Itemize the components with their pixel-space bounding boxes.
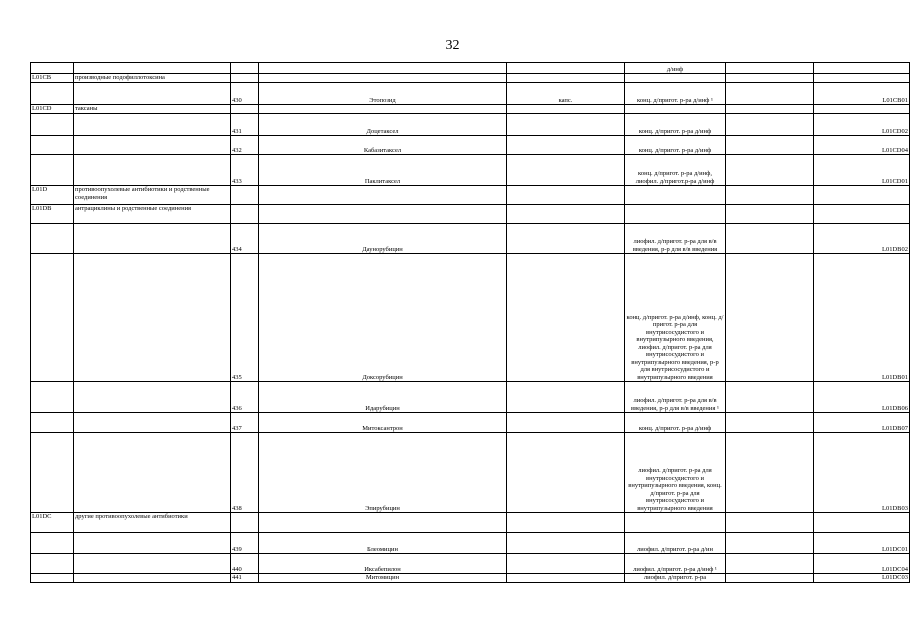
- row-number: [231, 63, 259, 74]
- atc-code: L01DB01: [814, 254, 910, 382]
- dosage-form: лиофил. д/пригот. р-ра: [625, 574, 726, 583]
- atc-group-code: L01DC: [31, 513, 74, 533]
- row-number: 441: [231, 574, 259, 583]
- dosage-form-extra: [507, 105, 625, 114]
- atc-code: L01DC01: [814, 533, 910, 554]
- table-row: [31, 382, 910, 413]
- dosage-form: лиофил. д/пригот. р-ра для в/в введения, р-р для в/в введения: [625, 224, 726, 254]
- dosage-form: лиофил. д/пригот. р-ра д/инф ¹: [625, 554, 726, 574]
- group-row: [31, 513, 910, 533]
- blank-cell: [726, 382, 814, 413]
- atc-code: [814, 63, 910, 74]
- blank-cell: [726, 413, 814, 433]
- row-number: 431: [231, 114, 259, 136]
- drug-name: [259, 105, 507, 114]
- row-number: 430: [231, 83, 259, 105]
- atc-code: L01DC04: [814, 554, 910, 574]
- drug-name: Иксабепилон: [259, 554, 507, 574]
- group-name: [74, 554, 231, 574]
- atc-group-code: [31, 224, 74, 254]
- atc-group-code: [31, 533, 74, 554]
- dosage-form: лиофил. д/пригот. р-ра для внутрисосудистого и внутрипузырного введения, конц. д/пригот. р-ра для внутрисосудистого и внутрипузырного введения: [625, 433, 726, 513]
- table-row: [31, 83, 910, 105]
- row-number: 440: [231, 554, 259, 574]
- dosage-form-extra: [507, 574, 625, 583]
- row-number: [231, 74, 259, 83]
- dosage-form-extra: [507, 513, 625, 533]
- drug-name: Блеомицин: [259, 533, 507, 554]
- dosage-form-extra: [507, 74, 625, 83]
- dosage-form-extra: [507, 413, 625, 433]
- blank-cell: [726, 533, 814, 554]
- dosage-form: конц. д/пригот. р-ра д/инф, конц. д/пригот. р-ра для внутрисосудистого и внутрипузырного введения, лиофил. д/пригот. р-ра для внутрисосудистого и внутрипузырного введения, р-р для внутрисосудистого и внутрипузырного введения: [625, 254, 726, 382]
- table-row: [31, 413, 910, 433]
- blank-cell: [726, 63, 814, 74]
- dosage-form-extra: [507, 254, 625, 382]
- row-number: 433: [231, 155, 259, 186]
- drug-name: Митоксантрон: [259, 413, 507, 433]
- atc-code: L01CD02: [814, 114, 910, 136]
- group-row: [31, 186, 910, 205]
- table-row: [31, 224, 910, 254]
- dosage-form-extra: [507, 224, 625, 254]
- row-number: [231, 105, 259, 114]
- atc-code: L01CD04: [814, 136, 910, 155]
- atc-group-code: [31, 554, 74, 574]
- group-row: [31, 105, 910, 114]
- table-row: [31, 155, 910, 186]
- atc-group-code: [31, 114, 74, 136]
- drug-name: [259, 186, 507, 205]
- row-number: [231, 513, 259, 533]
- drug-name: [259, 205, 507, 224]
- dosage-form: [625, 105, 726, 114]
- drug-name: Доцетаксел: [259, 114, 507, 136]
- group-name: [74, 136, 231, 155]
- atc-group-code: [31, 136, 74, 155]
- blank-cell: [726, 554, 814, 574]
- blank-cell: [726, 433, 814, 513]
- atc-group-code: [31, 155, 74, 186]
- atc-code: L01DB07: [814, 413, 910, 433]
- group-name: таксаны: [74, 105, 231, 114]
- blank-cell: [726, 205, 814, 224]
- row-number: [231, 186, 259, 205]
- row-number: 438: [231, 433, 259, 513]
- atc-group-code: [31, 254, 74, 382]
- atc-code: [814, 105, 910, 114]
- drug-name: Кабазитаксел: [259, 136, 507, 155]
- group-name: производные подофиллотоксина: [74, 74, 231, 83]
- blank-cell: [726, 83, 814, 105]
- dosage-form-extra: [507, 155, 625, 186]
- dosage-form-extra: [507, 136, 625, 155]
- dosage-form-extra: капс.: [507, 83, 625, 105]
- blank-cell: [726, 74, 814, 83]
- group-name: [74, 382, 231, 413]
- atc-group-code: [31, 382, 74, 413]
- blank-cell: [726, 224, 814, 254]
- blank-cell: [726, 513, 814, 533]
- atc-code: L01DB02: [814, 224, 910, 254]
- blank-cell: [726, 254, 814, 382]
- blank-cell: [726, 114, 814, 136]
- group-name: [74, 63, 231, 74]
- drug-name: Паклитаксел: [259, 155, 507, 186]
- group-row: [31, 74, 910, 83]
- row-number: 436: [231, 382, 259, 413]
- dosage-form: конц. д/пригот. р-ра д/инф: [625, 136, 726, 155]
- atc-code: L01DB03: [814, 433, 910, 513]
- drug-name: Идарубицин: [259, 382, 507, 413]
- table-row: [31, 533, 910, 554]
- dosage-form-extra: [507, 63, 625, 74]
- table-row: [31, 114, 910, 136]
- table-row: [31, 254, 910, 382]
- group-name: [74, 254, 231, 382]
- dosage-form-extra: [507, 382, 625, 413]
- blank-cell: [726, 186, 814, 205]
- blank-cell: [726, 105, 814, 114]
- atc-code: [814, 74, 910, 83]
- atc-group-code: [31, 413, 74, 433]
- atc-code: [814, 186, 910, 205]
- dosage-form: лиофил. д/пригот. р-ра для в/в введения, р-р для в/в введения ¹: [625, 382, 726, 413]
- row-number: 437: [231, 413, 259, 433]
- drug-name: Доксорубицин: [259, 254, 507, 382]
- dosage-form-extra: [507, 433, 625, 513]
- atc-code: [814, 513, 910, 533]
- atc-code: L01DC03: [814, 574, 910, 583]
- drug-name: Эпирубицин: [259, 433, 507, 513]
- dosage-form: конц. д/пригот. р-ра д/инф: [625, 114, 726, 136]
- dosage-form-extra: [507, 554, 625, 574]
- group-name: другие противоопухолевые антибиотики: [74, 513, 231, 533]
- dosage-form: лиофил. д/пригот. р-ра д/ин: [625, 533, 726, 554]
- drug-name: Митомицин: [259, 574, 507, 583]
- dosage-form-extra: [507, 114, 625, 136]
- atc-code: L01DB06: [814, 382, 910, 413]
- drug-list-table: [30, 62, 910, 583]
- group-name: [74, 433, 231, 513]
- atc-group-code: [31, 433, 74, 513]
- page-number: 32: [445, 38, 460, 53]
- table-row: [31, 63, 910, 74]
- group-name: [74, 533, 231, 554]
- drug-name: [259, 63, 507, 74]
- dosage-form: [625, 513, 726, 533]
- atc-code: L01CB01: [814, 83, 910, 105]
- dosage-form: конц. д/пригот. р-ра д/инф, лиофил. д/пригот.р-ра д/инф: [625, 155, 726, 186]
- dosage-form: [625, 205, 726, 224]
- dosage-form: конц. д/пригот. р-ра д/инф: [625, 413, 726, 433]
- row-number: 432: [231, 136, 259, 155]
- drug-name: [259, 513, 507, 533]
- atc-group-code: L01CD: [31, 105, 74, 114]
- row-number: 435: [231, 254, 259, 382]
- row-number: 439: [231, 533, 259, 554]
- table-row: [31, 574, 910, 583]
- group-row: [31, 205, 910, 224]
- table-row: [31, 433, 910, 513]
- dosage-form-extra: [507, 533, 625, 554]
- row-number: 434: [231, 224, 259, 254]
- drug-name: Даунорубицин: [259, 224, 507, 254]
- drug-name: [259, 74, 507, 83]
- atc-group-code: L01CB: [31, 74, 74, 83]
- blank-cell: [726, 574, 814, 583]
- atc-group-code: L01D: [31, 186, 74, 205]
- atc-group-code: [31, 574, 74, 583]
- row-number: [231, 205, 259, 224]
- blank-cell: [726, 155, 814, 186]
- table-row: [31, 136, 910, 155]
- group-name: [74, 413, 231, 433]
- group-name: [74, 224, 231, 254]
- group-name: [74, 83, 231, 105]
- group-name: антрациклины и родственные соединения: [74, 205, 231, 224]
- dosage-form: д/инф: [625, 63, 726, 74]
- dosage-form-extra: [507, 186, 625, 205]
- dosage-form-extra: [507, 205, 625, 224]
- atc-code: L01CD01: [814, 155, 910, 186]
- atc-group-code: [31, 83, 74, 105]
- dosage-form: конц. д/пригот. р-ра д/инф ¹: [625, 83, 726, 105]
- dosage-form: [625, 186, 726, 205]
- group-name: [74, 114, 231, 136]
- drug-name: Этопозид: [259, 83, 507, 105]
- group-name: противоопухолевые антибиотики и родственные соединения: [74, 186, 231, 205]
- atc-group-code: [31, 63, 74, 74]
- group-name: [74, 155, 231, 186]
- atc-code: [814, 205, 910, 224]
- blank-cell: [726, 136, 814, 155]
- group-name: [74, 574, 231, 583]
- dosage-form: [625, 74, 726, 83]
- atc-group-code: L01DB: [31, 205, 74, 224]
- table-row: [31, 554, 910, 574]
